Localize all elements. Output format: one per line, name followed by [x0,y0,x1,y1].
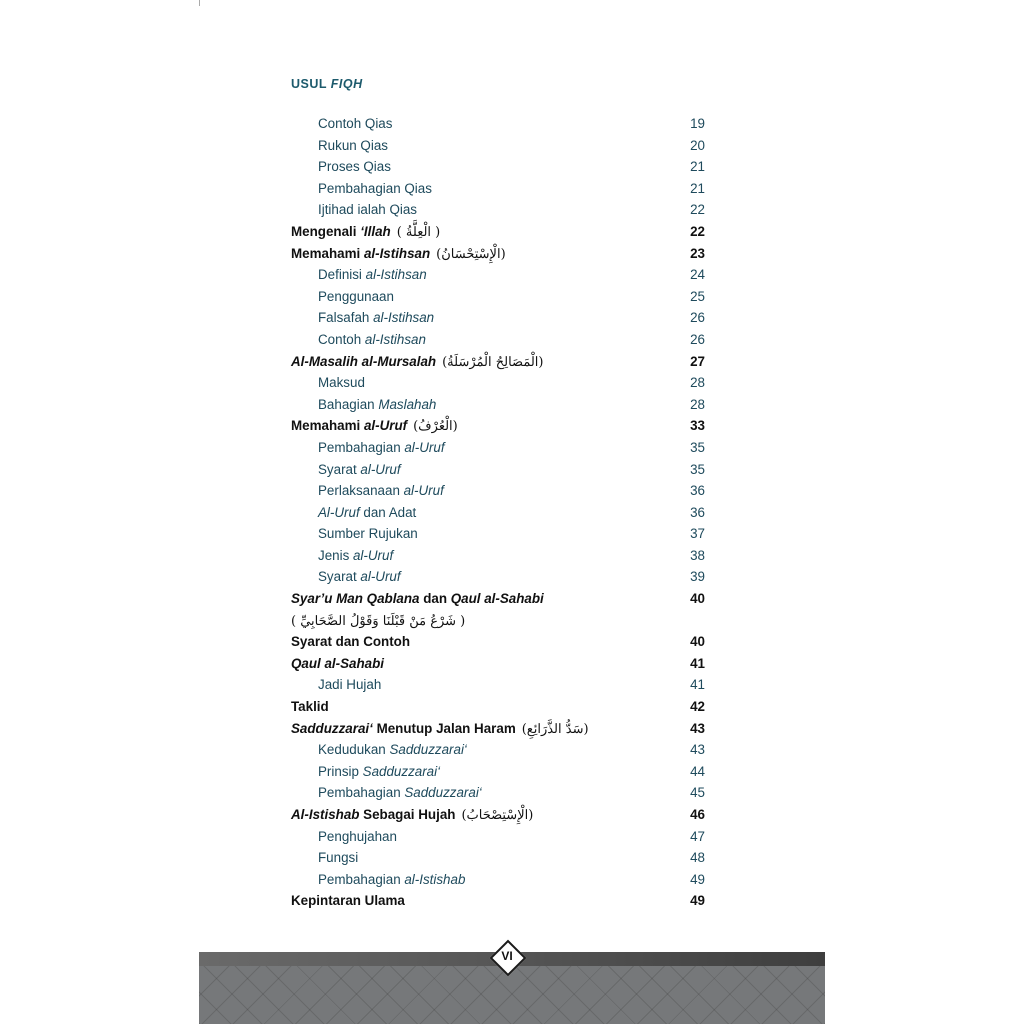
toc-entry[interactable] [291,394,705,416]
page-ref: 22 [690,202,705,218]
title-segment: al-Uruf [360,569,401,585]
page-ref: 35 [690,439,705,455]
title-segment: Definisi [318,267,366,283]
arabic-term: (الْمَصَالِحُ الْمُرْسَلَةُ) [442,354,544,370]
title-segment: al-Uruf [363,418,408,434]
page-ref: 26 [690,310,705,326]
page-ref: 41 [690,677,705,693]
toc-entry-title [318,545,393,567]
title-segment: Sadduzzarai‘ [291,720,373,736]
toc-entry-title [318,761,440,783]
toc-entry-title [318,847,358,869]
page-ref: 44 [690,763,705,779]
toc-entry-title [291,610,465,632]
title-segment: Memahami [291,245,364,261]
title-segment: Mengenali [291,223,361,239]
page-ref: 28 [690,396,705,412]
title-segment: al-Istihsan [363,245,431,261]
title-segment: al-Uruf [403,483,444,499]
title-segment: al-Uruf [352,547,394,563]
title-segment: al-Istihsan [365,267,427,283]
title-segment: al-Istihsan [364,331,426,347]
toc-entry[interactable] [291,329,705,351]
title-segment: Syarat dan Contoh [291,634,411,650]
page-ref: 38 [690,547,705,563]
toc-entry-title [318,286,394,308]
toc-entry[interactable] [291,113,705,135]
title-segment: al-Uruf [360,461,401,477]
page-ref: 43 [690,720,705,736]
title-segment: Memahami [291,418,364,434]
title-segment: Proses Qias [318,159,391,175]
toc-entry[interactable] [291,480,705,502]
toc-entry-title [318,156,391,178]
toc-entry[interactable] [291,653,705,675]
toc-entry[interactable] [291,847,705,869]
toc-entry[interactable] [291,610,705,632]
arabic-term: (الْإِسْتِصْحَابُ) [461,808,534,823]
title-segment: ‘Illah [360,223,391,239]
title-segment: Syarat [318,461,361,477]
title-segment: Maksud [318,375,365,391]
title-segment: Maslahah [378,396,437,412]
toc-entry-title [291,631,410,653]
title-segment: Rukun Qias [318,137,388,153]
toc-entry-title [318,826,397,848]
crop-mark [199,0,200,6]
page-ref: 25 [690,288,705,304]
title-segment: Kedudukan [318,742,390,758]
title-segment: Menutup Jalan Haram [372,720,516,736]
title-segment: Kepintaran Ulama [291,893,405,909]
toc-entry-title [318,394,436,416]
title-segment: Qaul al-Sahabi [291,655,385,671]
title-segment: Syar’u Man Qablana [291,591,420,607]
title-segment: Falsafah [318,310,374,326]
toc-entry[interactable] [291,437,705,459]
header-text: USUL [291,77,331,91]
title-segment: Taklid [291,699,329,715]
toc-entry[interactable] [291,307,705,329]
toc-entry[interactable] [291,415,705,437]
page-ref: 33 [690,418,705,434]
header-text-italic: FIQH [330,77,363,91]
toc-entry-title [291,588,544,610]
toc-entry-title [291,351,544,373]
page-ref: 40 [690,591,705,607]
toc-entry[interactable] [291,890,705,912]
title-segment: al-Istihsan [373,310,435,326]
page-ref: 28 [690,375,705,391]
toc-entry[interactable] [291,696,705,718]
title-segment: Pembahagian [318,871,405,887]
toc-entry[interactable] [291,135,705,157]
title-segment: Sadduzzarai‘ [389,742,467,758]
arabic-term: (سَدُّ الذَّرَائِعِ) [521,721,589,737]
page-ref: 35 [690,461,705,477]
toc-entry[interactable] [291,221,705,243]
arabic-term: (الْعُرْفُ) [413,419,458,435]
toc-entry[interactable] [291,631,705,653]
title-segment: Sadduzzarai‘ [362,763,441,779]
toc-entry-title [318,264,427,286]
toc-entry[interactable] [291,588,705,610]
page-ref: 45 [690,785,705,801]
toc-entry-title [291,890,405,912]
toc-entry[interactable] [291,243,705,265]
page-ref: 40 [690,634,705,650]
page-ref: 46 [690,807,705,822]
title-segment: Sumber Rujukan [318,526,418,542]
toc-entry-title [291,221,440,243]
page-ref: 22 [690,223,705,239]
toc-entry[interactable] [291,739,705,761]
toc-entry-title [318,135,388,157]
page-number-badge [490,940,524,974]
title-segment: Qaul al-Sahabi [450,591,544,607]
page-ref: 27 [690,353,705,369]
toc-entry-title [318,480,444,502]
page-ref: 36 [690,504,705,520]
title-segment: Pembahagian [318,785,405,801]
page-ref: 26 [690,331,705,347]
toc-entry-title [318,329,426,351]
toc-entry[interactable] [291,782,705,804]
title-segment: Penghujahan [318,828,397,844]
title-segment: dan Adat [359,504,417,520]
title-segment: Contoh Qias [318,116,393,131]
toc-entry[interactable] [291,264,705,286]
title-segment: al-Istishab [404,871,466,887]
toc-entry-title [318,739,467,761]
toc-entry-title [318,459,401,481]
title-segment: Penggunaan [318,288,394,304]
toc-entry[interactable] [291,372,705,394]
page-ref: 19 [690,116,705,131]
title-segment: Ijtihad ialah Qias [318,202,417,218]
page-ref: 48 [690,850,705,866]
page-ref: 20 [690,137,705,153]
page-ref: 36 [690,483,705,499]
toc-entry[interactable] [291,718,705,740]
page-ref: 23 [690,245,705,261]
title-segment: Bahagian [318,396,379,412]
page-ref: 49 [690,871,705,887]
page-ref: 41 [690,655,705,671]
arabic-term: ( الْعِلَّةُ ) [396,224,441,240]
toc-entry-title [318,869,465,891]
toc-entry-title [291,243,506,265]
page-number: VI [501,949,513,963]
toc-entry-title [291,653,384,675]
title-segment: Pembahagian Qias [318,180,432,196]
title-segment: Prinsip [318,763,363,779]
toc-entry[interactable] [291,351,705,373]
page-ref: 43 [690,742,705,758]
toc-entry-title [291,718,589,740]
running-header [291,77,363,91]
toc-entry[interactable] [291,156,705,178]
page-ref: 39 [690,569,705,585]
toc-entry[interactable] [291,761,705,783]
page-ref: 24 [690,267,705,283]
title-segment: Pembahagian [318,439,405,455]
title-segment: Sebagai Hujah [359,807,456,822]
page-ref: 47 [690,828,705,844]
title-segment: dan [419,591,451,607]
toc-entry-title [318,178,432,200]
toc-entry-title [318,372,365,394]
toc-entry-title [318,782,482,804]
toc-entry-title [318,113,392,135]
page-ref: 42 [690,699,705,715]
toc-entry-title [291,804,533,826]
toc-entry-title [291,415,458,437]
table-of-contents [291,113,705,912]
title-segment: Perlaksanaan [318,483,404,499]
page-ref: 21 [690,180,705,196]
toc-entry[interactable] [291,502,705,524]
toc-entry-title [318,199,417,221]
title-segment: Contoh [318,331,365,347]
toc-entry[interactable] [291,178,705,200]
toc-entry-title [318,307,434,329]
toc-entry-title [318,566,401,588]
title-segment: al-Uruf [404,439,445,455]
toc-entry[interactable] [291,545,705,567]
toc-entry[interactable] [291,459,705,481]
toc-entry-title [318,502,416,524]
toc-entry-title [318,674,381,696]
arabic-term: ( شَرْعُ مَنْ قَبْلَنَا وَقَوْلُ الصَّحَابِيِّ ) [291,613,466,629]
title-segment: Al-Uruf [318,504,360,520]
toc-entry-title [318,437,445,459]
page-ref: 49 [690,893,705,909]
toc-entry[interactable] [291,286,705,308]
title-segment: Jenis [318,547,353,563]
toc-entry[interactable] [291,566,705,588]
toc-entry[interactable] [291,674,705,696]
toc-entry[interactable] [291,804,705,826]
toc-entry[interactable] [291,869,705,891]
title-segment: Fungsi [318,850,359,866]
toc-entry[interactable] [291,523,705,545]
page-ref: 37 [690,526,705,542]
title-segment: Jadi Hujah [318,677,382,693]
title-segment: Al-Masalih al-Mursalah [291,353,437,369]
title-segment: Al-Istishab [291,807,360,822]
toc-entry-title [318,523,418,545]
toc-entry[interactable] [291,199,705,221]
toc-entry[interactable] [291,826,705,848]
title-segment: Syarat [318,569,361,585]
toc-entry-title [291,696,329,718]
title-segment: Sadduzzarai‘ [404,785,482,801]
page-ref: 21 [690,159,705,175]
arabic-term: (الْإِسْتِحْسَانُ) [436,246,506,262]
